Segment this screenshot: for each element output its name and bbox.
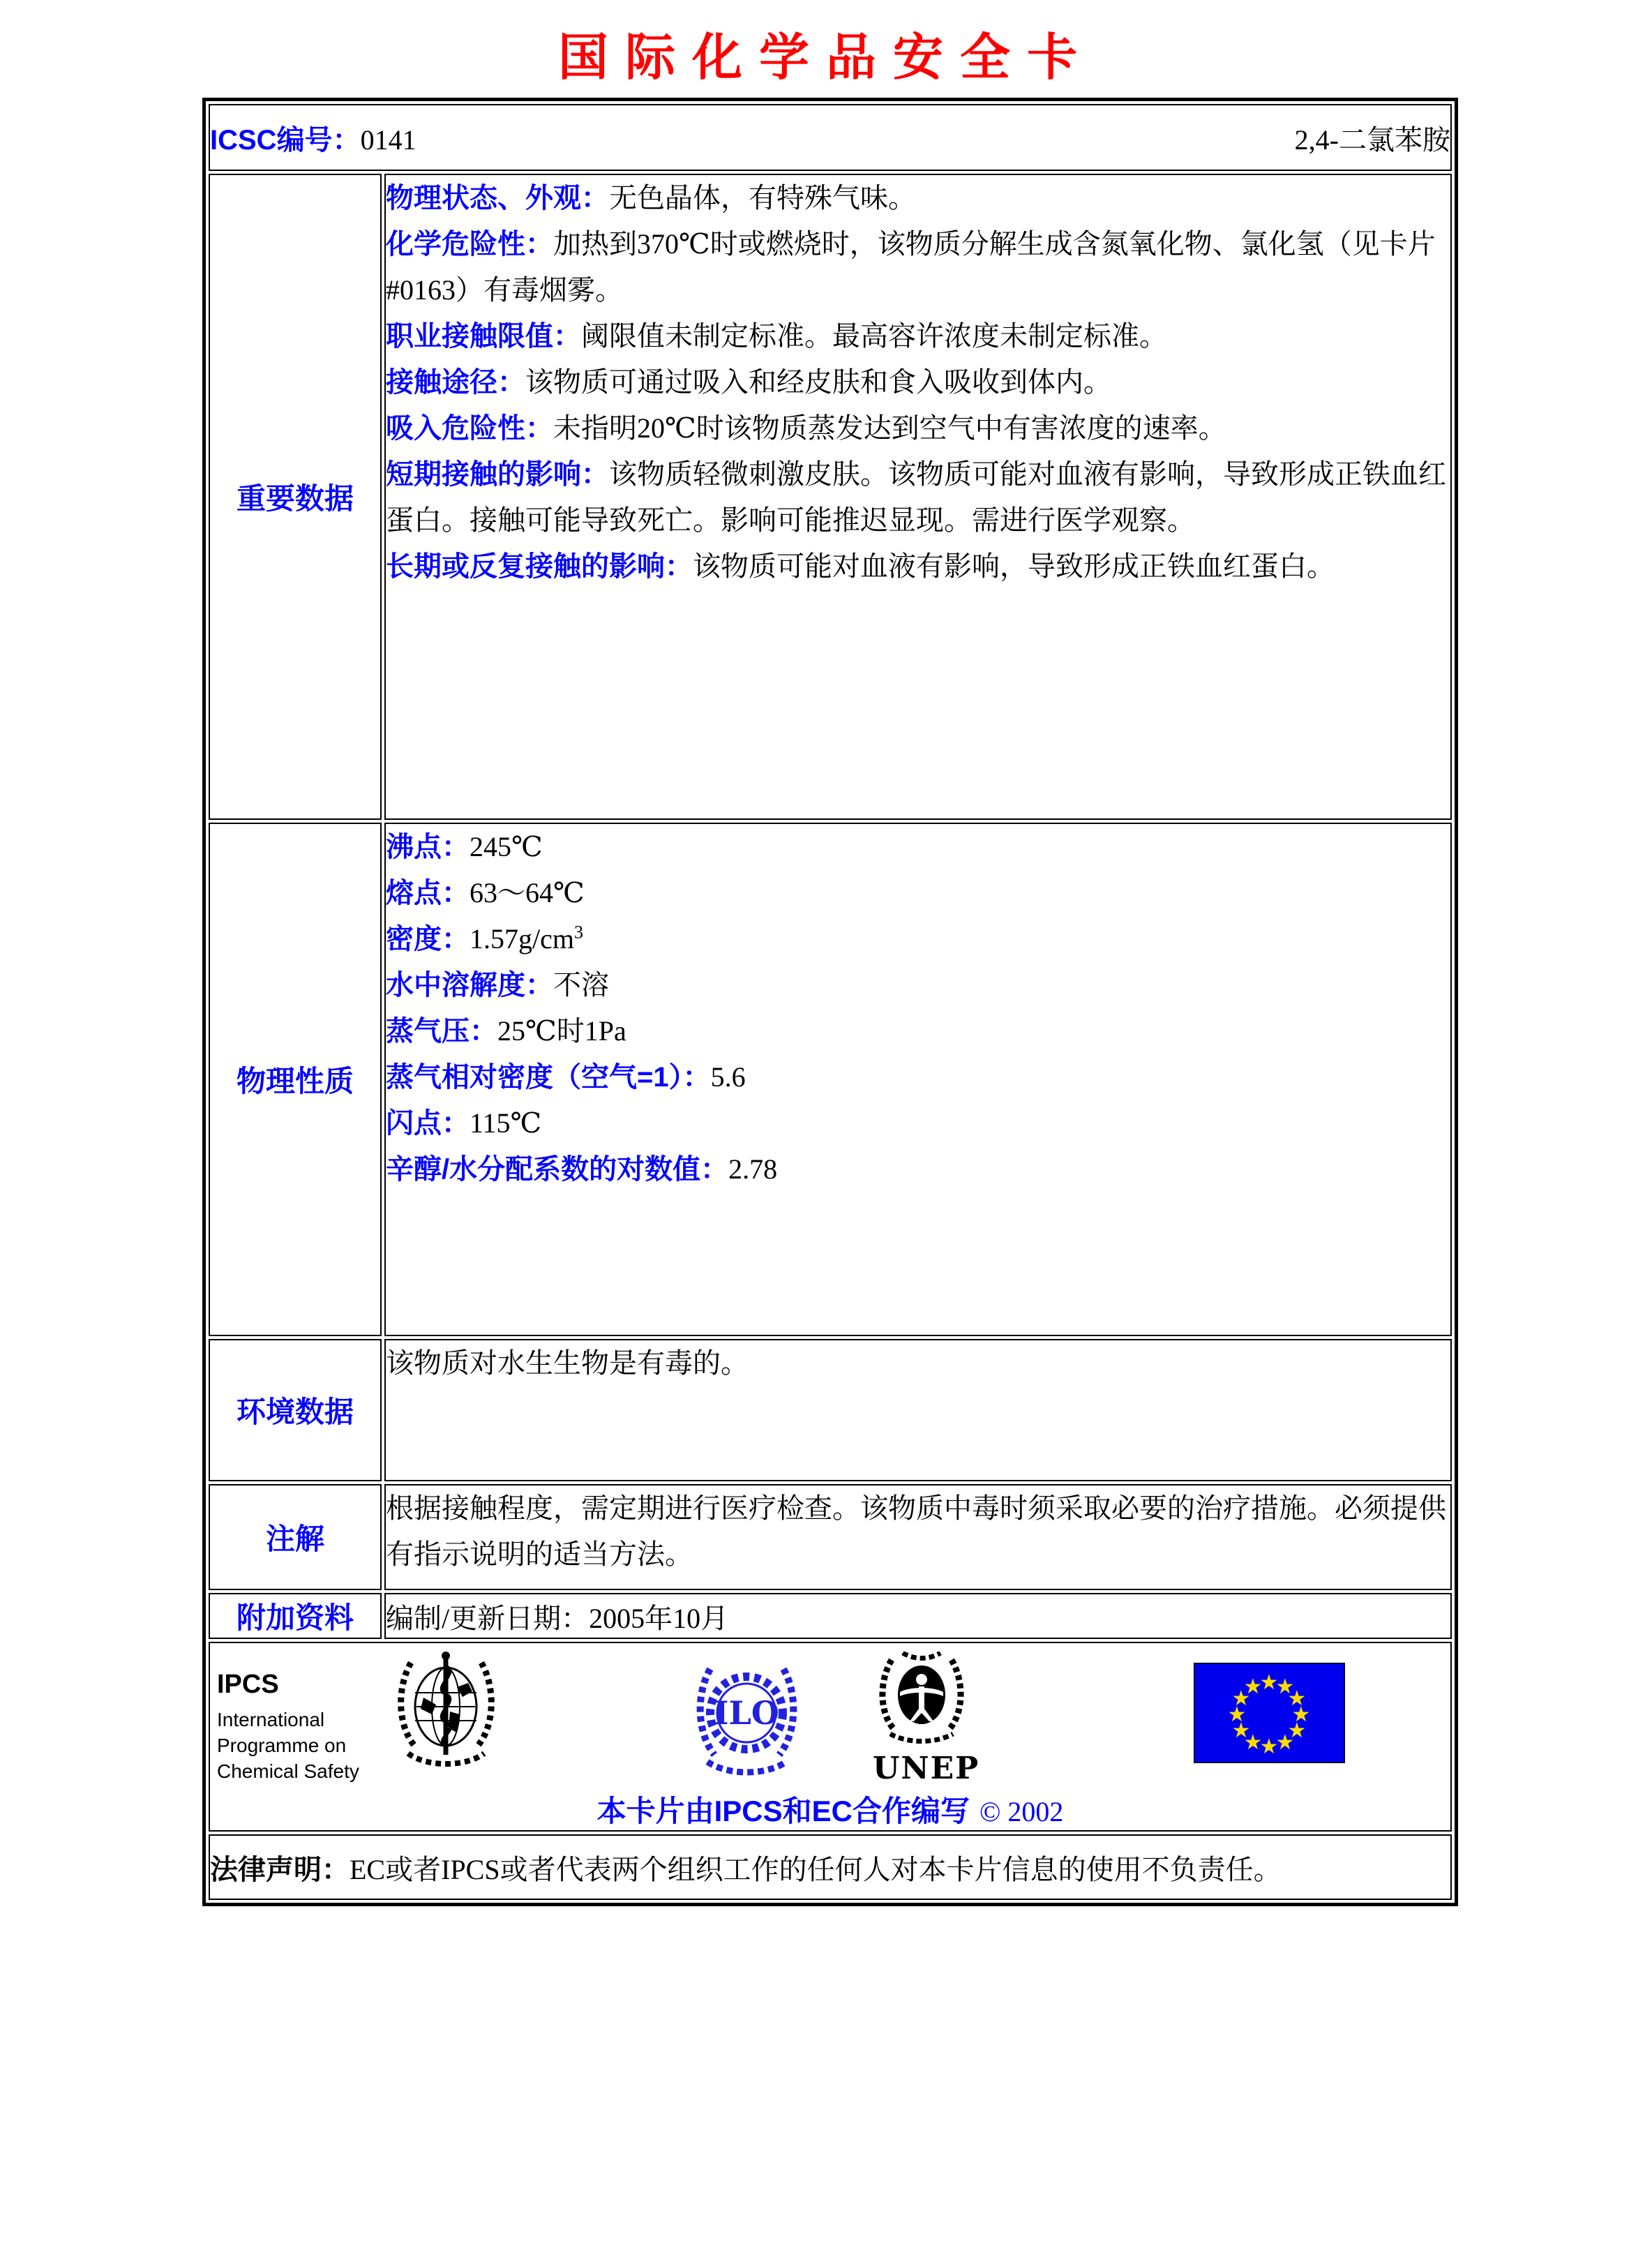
- svg-text:★: ★: [1227, 1702, 1247, 1727]
- important-item: [386, 451, 1450, 544]
- unep-label: UNEP: [873, 1751, 980, 1786]
- logos-row: [209, 1642, 1452, 1832]
- chemical-name: 2,4-二氯苯胺: [1294, 123, 1450, 156]
- eu-flag-icon: [1194, 1663, 1345, 1763]
- physical-item: [386, 870, 1450, 916]
- physical-item: [386, 824, 1450, 870]
- svg-text:★: ★: [1275, 1730, 1295, 1755]
- environmental-data-row: [209, 1339, 1452, 1481]
- svg-text:★: ★: [1259, 1735, 1279, 1759]
- item-superscript: 3: [573, 922, 583, 943]
- physical-properties-row: [209, 823, 1452, 1336]
- svg-text:★: ★: [1231, 1686, 1251, 1711]
- item-label: 职业接触限值：: [386, 321, 581, 352]
- item-text: 无色晶体，有特殊气味。: [609, 182, 916, 214]
- who-emblem-icon: [396, 1649, 497, 1778]
- item-label: 辛醇/水分配系数的对数值：: [386, 1154, 729, 1185]
- item-text: 245℃: [470, 831, 543, 862]
- legal-label: 法律声明：: [210, 1854, 350, 1885]
- header-row: [209, 104, 1452, 171]
- physical-item: [386, 1054, 1450, 1100]
- environmental-text: 该物质对水生生物是有毒的。: [386, 1347, 749, 1379]
- svg-text:★: ★: [1291, 1702, 1311, 1727]
- item-label: 蒸气相对密度（空气=1）：: [386, 1062, 711, 1093]
- legal-text: EC或者IPCS或者代表两个组织工作的任何人对本卡片信息的使用不负责任。: [350, 1853, 1282, 1885]
- item-label: 闪点：: [386, 1108, 470, 1139]
- important-data-content: [384, 174, 1452, 820]
- important-item: [386, 175, 1450, 221]
- item-label: 密度：: [386, 924, 470, 955]
- page-title: 国际化学品安全卡: [557, 27, 1094, 87]
- unep-block: [873, 1652, 980, 1786]
- item-text: 2.78: [728, 1153, 778, 1185]
- legal-row: [209, 1834, 1452, 1900]
- important-item: [386, 544, 1450, 590]
- ilo-label: ILO: [714, 1694, 779, 1732]
- physical-item: [386, 1100, 1450, 1146]
- icsc-number-label: ICSC编号：: [210, 124, 361, 156]
- notes-text: 根据接触程度，需定期进行医疗检查。该物质中毒时须采取必要的治疗措施。必须提供有指示说明的适当方法。: [386, 1492, 1446, 1570]
- svg-text:★: ★: [1259, 1670, 1279, 1695]
- ipcs-title: IPCS: [217, 1670, 279, 1699]
- important-data-row: [209, 174, 1452, 820]
- item-text: 该物质可能对血液有影响，导致形成正铁血红蛋白。: [693, 551, 1335, 582]
- additional-info-content: [384, 1593, 1452, 1639]
- unep-emblem-icon: [876, 1652, 967, 1746]
- notes-row: [209, 1484, 1452, 1590]
- item-text: 115℃: [470, 1107, 542, 1139]
- row-label-notes: 注解: [209, 1484, 382, 1590]
- svg-text:★: ★: [1243, 1675, 1263, 1699]
- item-label: 化学危险性：: [386, 229, 553, 260]
- physical-item: [386, 916, 1450, 962]
- svg-text:★: ★: [1231, 1719, 1251, 1743]
- ipcs-subtitle-line: International: [217, 1709, 325, 1730]
- important-item: [386, 359, 1450, 405]
- physical-item: [386, 1008, 1450, 1054]
- icsc-number-group: [210, 118, 416, 158]
- svg-text:★: ★: [1243, 1730, 1263, 1755]
- item-label: 水中溶解度：: [386, 970, 553, 1001]
- ipcs-text-block: [217, 1670, 359, 1784]
- item-label: 物理状态、外观：: [386, 183, 609, 214]
- item-text: 阈限值未制定标准。最高容许浓度未制定标准。: [581, 320, 1167, 352]
- row-label-environmental-data: 环境数据: [209, 1339, 382, 1481]
- ipcs-subtitle-line: Programme on: [217, 1735, 347, 1756]
- item-label: 长期或反复接触的影响：: [386, 551, 693, 582]
- physical-item: [386, 962, 1450, 1008]
- icsc-card-table: [202, 98, 1458, 1906]
- item-label: 短期接触的影响：: [386, 459, 609, 490]
- update-date-value: 2005年10月: [589, 1602, 729, 1634]
- item-label: 吸入危险性：: [386, 413, 553, 444]
- svg-text:★: ★: [1275, 1675, 1295, 1699]
- physical-properties-content: [384, 823, 1452, 1336]
- item-label: 蒸气压：: [386, 1016, 497, 1047]
- item-text: 63～64℃: [470, 877, 585, 908]
- important-item: [386, 313, 1450, 359]
- credit-line: [210, 1788, 1450, 1830]
- item-text: 该物质轻微刺激皮肤。该物质可能对血液有影响，导致形成正铁血红蛋白。接触可能导致死亡。影响可能推迟显现。需进行医学观察。: [386, 458, 1446, 536]
- item-label: 熔点：: [386, 878, 470, 908]
- ilo-emblem-icon: [696, 1659, 797, 1784]
- item-text: 该物质可通过吸入和经皮肤和食入吸收到体内。: [525, 366, 1111, 398]
- svg-text:★: ★: [1287, 1719, 1307, 1743]
- ipcs-subtitle-line: Chemical Safety: [217, 1760, 359, 1782]
- item-text: 不溶: [553, 969, 609, 1001]
- notes-content: [384, 1484, 1452, 1590]
- important-item: [386, 221, 1450, 313]
- item-text: 5.6: [710, 1061, 746, 1093]
- update-date-label: 编制/更新日期：: [386, 1602, 590, 1634]
- row-label-important-data: 重要数据: [209, 174, 382, 820]
- header-cell: [209, 104, 1452, 171]
- item-label: 接触途径：: [386, 367, 525, 398]
- copyright-text: © 2002: [979, 1796, 1064, 1827]
- row-label-additional-info: 附加资料: [209, 1593, 382, 1639]
- item-label: 沸点：: [386, 832, 470, 862]
- item-text: 25℃时1Pa: [497, 1015, 626, 1047]
- logos-cell: [209, 1642, 1452, 1832]
- item-text: 加热到370℃时或燃烧时，该物质分解生成含氮氧化物、氯化氢（见卡片#0163）有毒烟雾。: [386, 228, 1436, 306]
- important-item: [386, 405, 1450, 451]
- additional-info-row: [209, 1593, 1452, 1639]
- item-text: 1.57g/cm: [470, 923, 574, 955]
- credit-text: 本卡片由IPCS和EC合作编写: [596, 1795, 970, 1827]
- icsc-number-value: 0141: [360, 123, 416, 156]
- svg-text:★: ★: [1287, 1686, 1307, 1711]
- environmental-data-content: [384, 1339, 1452, 1481]
- item-text: 未指明20℃时该物质蒸发达到空气中有害浓度的速率。: [553, 412, 1226, 444]
- legal-cell: [209, 1834, 1452, 1900]
- row-label-physical-properties: 物理性质: [209, 823, 382, 1336]
- physical-item: [386, 1146, 1450, 1192]
